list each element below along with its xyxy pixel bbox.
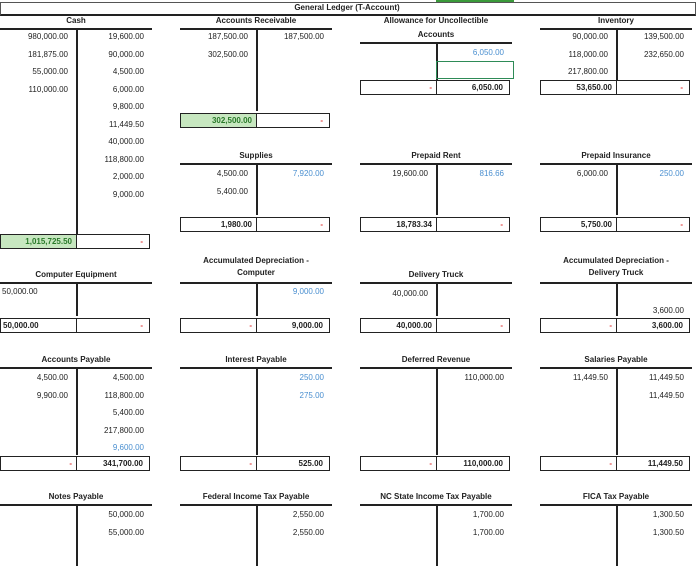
balance-credit: -: [140, 237, 143, 246]
account-title: FICA Tax Payable: [582, 492, 650, 501]
account-title: Deferred Revenue: [401, 355, 471, 364]
debit-entry: 19,600.00: [392, 169, 428, 178]
credit-entry: 6,050.00: [472, 48, 504, 57]
credit-entry: 275.00: [299, 390, 324, 400]
credit-entry: 50,000.00: [108, 510, 144, 519]
credit-entry: 1,300.50: [652, 510, 684, 519]
credit-entry: 9,800.00: [112, 102, 144, 111]
debit-entry: 9,900.00: [36, 390, 68, 400]
credit-entry: 118,800.00: [104, 390, 144, 400]
balance-credit: 6,050.00: [471, 83, 503, 92]
credit-entry: 6,000.00: [112, 84, 144, 94]
credit-entry: 217,800.00: [103, 425, 144, 435]
balance-debit: -: [1, 457, 77, 470]
account-title: Supplies: [239, 151, 273, 160]
balance-credit: 525.00: [298, 459, 323, 468]
account-title: Computer Equipment: [35, 270, 117, 279]
debit-entry: 110,000.00: [28, 84, 68, 94]
balance-credit: -: [140, 321, 143, 330]
balance-debit: -: [361, 457, 437, 470]
balance-debit: -: [541, 319, 617, 332]
balance-row: [360, 217, 510, 232]
account-title: Allowance for Uncollectible: [383, 16, 489, 25]
credit-entry: 5,400.00: [112, 408, 144, 417]
credit-entry: 816.66: [479, 169, 504, 178]
credit-entry: 1,700.00: [472, 510, 504, 519]
balance-debit: 302,500.00: [181, 114, 257, 127]
t-divider: [76, 282, 78, 316]
credit-entry: 11,449.50: [649, 373, 684, 382]
t-divider: [436, 282, 438, 316]
balance-row: [540, 217, 690, 232]
credit-entry: 9,000.00: [292, 287, 324, 296]
debit-entry: 50,000.00: [2, 287, 38, 296]
account-title: Interest Payable: [225, 355, 287, 364]
credit-entry: 2,550.00: [292, 510, 324, 519]
balance-credit: 110,000.00: [463, 459, 503, 468]
credit-entry: 9,600.00: [112, 443, 144, 452]
debit-entry: 90,000.00: [572, 32, 608, 41]
debit-entry: 40,000.00: [392, 289, 428, 298]
debit-entry: 118,000.00: [568, 49, 608, 59]
account-title: Prepaid Rent: [411, 151, 461, 160]
balance-row: [540, 318, 690, 333]
credit-entry: 139,500.00: [643, 32, 684, 41]
credit-entry: 187,500.00: [283, 32, 324, 41]
credit-entry: 250.00: [659, 169, 684, 178]
debit-entry: 4,500.00: [36, 373, 68, 382]
balance-row: [180, 113, 330, 128]
balance-credit: -: [680, 220, 683, 229]
account-title: Cash: [66, 16, 86, 25]
credit-entry: 40,000.00: [108, 137, 144, 146]
balance-debit: -: [361, 81, 437, 94]
debit-entry: 55,000.00: [32, 67, 68, 76]
credit-entry: 3,600.00: [652, 306, 684, 315]
balance-credit: -: [500, 220, 503, 229]
balance-credit: -: [500, 321, 503, 330]
credit-entry: 9,000.00: [112, 189, 144, 199]
credit-entry: 4,500.00: [112, 67, 144, 76]
balance-debit: 40,000.00: [361, 319, 437, 332]
balance-debit: -: [181, 319, 257, 332]
balance-credit: 3,600.00: [651, 321, 683, 330]
balance-row: [180, 217, 330, 232]
balance-credit: -: [320, 220, 323, 229]
account-title: Notes Payable: [48, 492, 104, 501]
balance-debit: 1,015,725.50: [1, 235, 77, 248]
balance-debit: -: [181, 457, 257, 470]
balance-debit: 5,750.00: [541, 218, 617, 231]
account-title: Delivery Truck: [408, 270, 464, 279]
balance-row: [360, 318, 510, 333]
credit-entry: 7,920.00: [292, 169, 324, 178]
credit-entry: 1,300.50: [652, 527, 684, 537]
account-title: Prepaid Insurance: [581, 151, 651, 160]
credit-entry: 55,000.00: [108, 527, 144, 537]
account-title-line2: Accounts: [417, 30, 455, 39]
credit-entry: 1,700.00: [472, 527, 504, 537]
credit-entry: 118,800.00: [104, 154, 144, 164]
balance-debit: 18,783.34: [361, 218, 437, 231]
balance-row: [360, 456, 510, 471]
balance-credit: -: [320, 116, 323, 125]
balance-debit: 1,980.00: [181, 218, 257, 231]
credit-entry: 2,550.00: [292, 527, 324, 537]
balance-row: [540, 80, 690, 95]
account-title-line2: Computer: [237, 268, 275, 277]
balance-credit: 341,700.00: [102, 459, 143, 468]
balance-row: [540, 456, 690, 471]
account-title: Salaries Payable: [584, 355, 648, 364]
balance-row: [0, 318, 150, 333]
balance-credit: -: [680, 83, 683, 92]
debit-entry: 181,875.00: [27, 49, 68, 59]
account-title-line2: Delivery Truck: [588, 268, 644, 277]
credit-entry: 4,500.00: [112, 373, 144, 382]
credit-entry: 11,449.50: [649, 390, 684, 400]
debit-entry: 6,000.00: [576, 169, 608, 178]
balance-debit: 53,650.00: [541, 81, 617, 94]
balance-credit: 11,449.50: [647, 459, 683, 468]
account-title: Federal Income Tax Payable: [202, 492, 310, 501]
balance-row: [0, 234, 150, 249]
account-title: Accumulated Depreciation -: [203, 256, 309, 265]
credit-entry: 2,000.00: [112, 172, 144, 181]
account-title: Accounts Receivable: [215, 16, 297, 25]
credit-entry: 90,000.00: [108, 49, 144, 59]
balance-debit: 50,000.00: [1, 319, 77, 332]
account-title: Inventory: [597, 16, 634, 25]
credit-entry: 19,600.00: [108, 32, 144, 41]
selected-cell[interactable]: [436, 61, 514, 79]
balance-row: [180, 318, 330, 333]
credit-entry: 11,449.50: [109, 119, 144, 129]
debit-entry: 980,000.00: [27, 32, 68, 41]
credit-entry: 232,650.00: [643, 49, 684, 59]
page-title: General Ledger (T-Account): [294, 3, 400, 12]
balance-row: [0, 456, 150, 471]
debit-entry: 187,500.00: [207, 32, 248, 41]
account-title: Accounts Payable: [41, 355, 111, 364]
account-title: NC State Income Tax Payable: [380, 492, 492, 501]
balance-row: [360, 80, 510, 95]
balance-debit: -: [541, 457, 617, 470]
balance-credit: 9,000.00: [291, 321, 323, 330]
credit-entry: 110,000.00: [464, 373, 504, 382]
debit-entry: 217,800.00: [567, 67, 608, 76]
balance-row: [180, 456, 330, 471]
debit-entry: 4,500.00: [216, 169, 248, 178]
credit-entry: 250.00: [299, 373, 324, 382]
debit-entry: 302,500.00: [207, 49, 248, 59]
debit-entry: 11,449.50: [573, 373, 608, 382]
account-title: Accumulated Depreciation -: [563, 256, 669, 265]
debit-entry: 5,400.00: [216, 186, 248, 196]
